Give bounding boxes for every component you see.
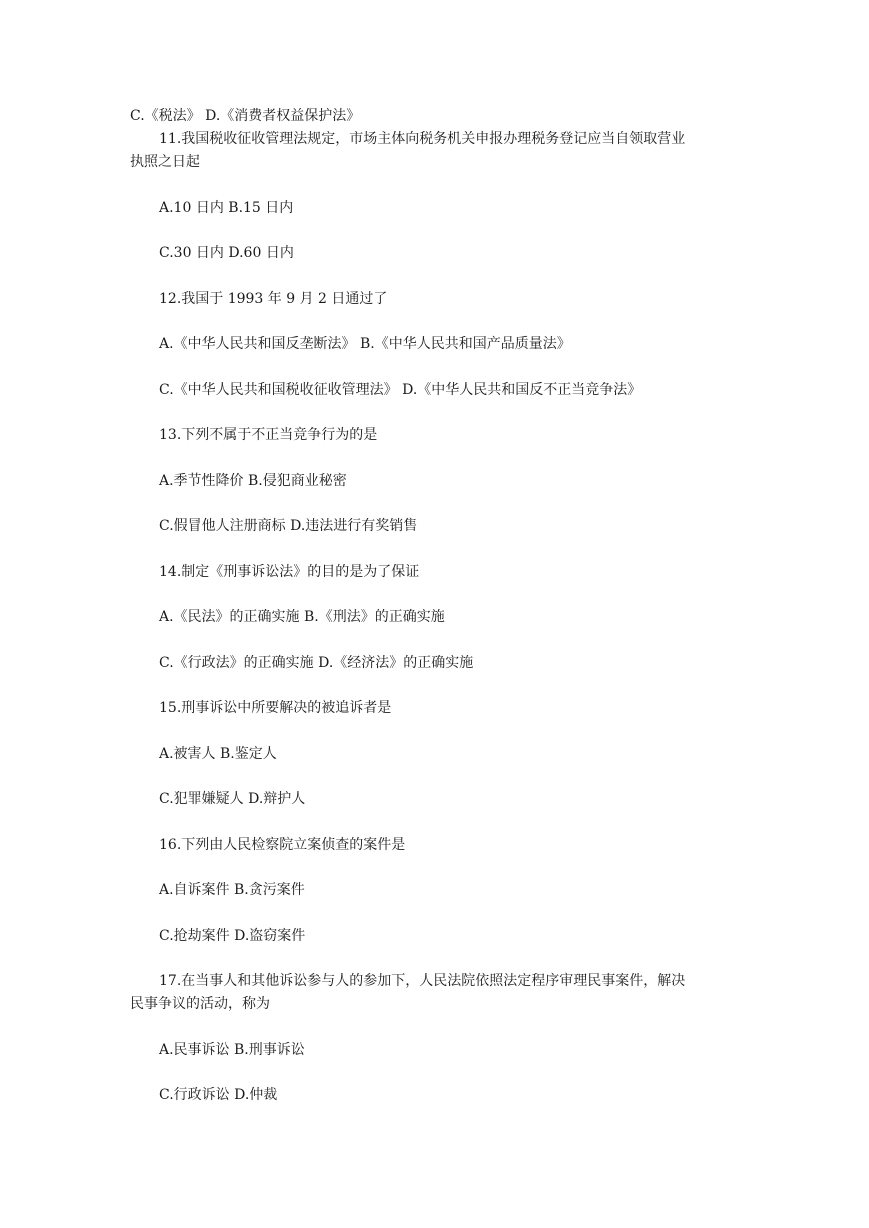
text-line: A.《中华人民共和国反垄断法》 B.《中华人民共和国产品质量法》 bbox=[159, 336, 571, 352]
question-11-line-1: 11.我国税收征收管理法规定，市场主体向税务机关申报办理税务登记应当自领取营业 bbox=[159, 131, 686, 147]
question-15: 15.刑事诉讼中所要解决的被追诉者是 bbox=[159, 700, 392, 716]
text-line: A.季节性降价 B.侵犯商业秘密 bbox=[159, 473, 347, 489]
text-line: C.《税法》 D.《消费者权益保护法》 bbox=[130, 108, 361, 124]
text-line: C.《行政法》的正确实施 D.《经济法》的正确实施 bbox=[159, 655, 474, 671]
text-line: C.30 日内 D.60 日内 bbox=[159, 245, 294, 261]
text-line: C.假冒他人注册商标 D.违法进行有奖销售 bbox=[159, 518, 418, 534]
text-line: C.行政诉讼 D.仲裁 bbox=[159, 1087, 278, 1103]
question-13: 13.下列不属于不正当竞争行为的是 bbox=[159, 427, 378, 443]
question-16: 16.下列由人民检察院立案侦查的案件是 bbox=[159, 837, 406, 853]
question-11-line-2: 执照之日起 bbox=[130, 154, 200, 170]
question-12: 12.我国于 1993 年 9 月 2 日通过了 bbox=[159, 291, 388, 307]
text-line: C.《中华人民共和国税收征收管理法》 D.《中华人民共和国反不正当竞争法》 bbox=[159, 382, 642, 398]
text-line: A.《民法》的正确实施 B.《刑法》的正确实施 bbox=[159, 609, 445, 625]
question-17-line-2: 民事争议的活动，称为 bbox=[130, 996, 270, 1012]
question-17-line-1: 17.在当事人和其他诉讼参与人的参加下，人民法院依照法定程序审理民事案件，解决 bbox=[159, 973, 686, 989]
text-line: A.被害人 B.鉴定人 bbox=[159, 746, 277, 762]
text-line: C.抢劫案件 D.盗窃案件 bbox=[159, 928, 306, 944]
text-line: A.10 日内 B.15 日内 bbox=[159, 200, 294, 216]
question-14: 14.制定《刑事诉讼法》的目的是为了保证 bbox=[159, 564, 420, 580]
text-line: A.民事诉讼 B.刑事诉讼 bbox=[159, 1042, 305, 1058]
text-line: A.自诉案件 B.贪污案件 bbox=[159, 882, 305, 898]
text-line: C.犯罪嫌疑人 D.辩护人 bbox=[159, 791, 306, 807]
